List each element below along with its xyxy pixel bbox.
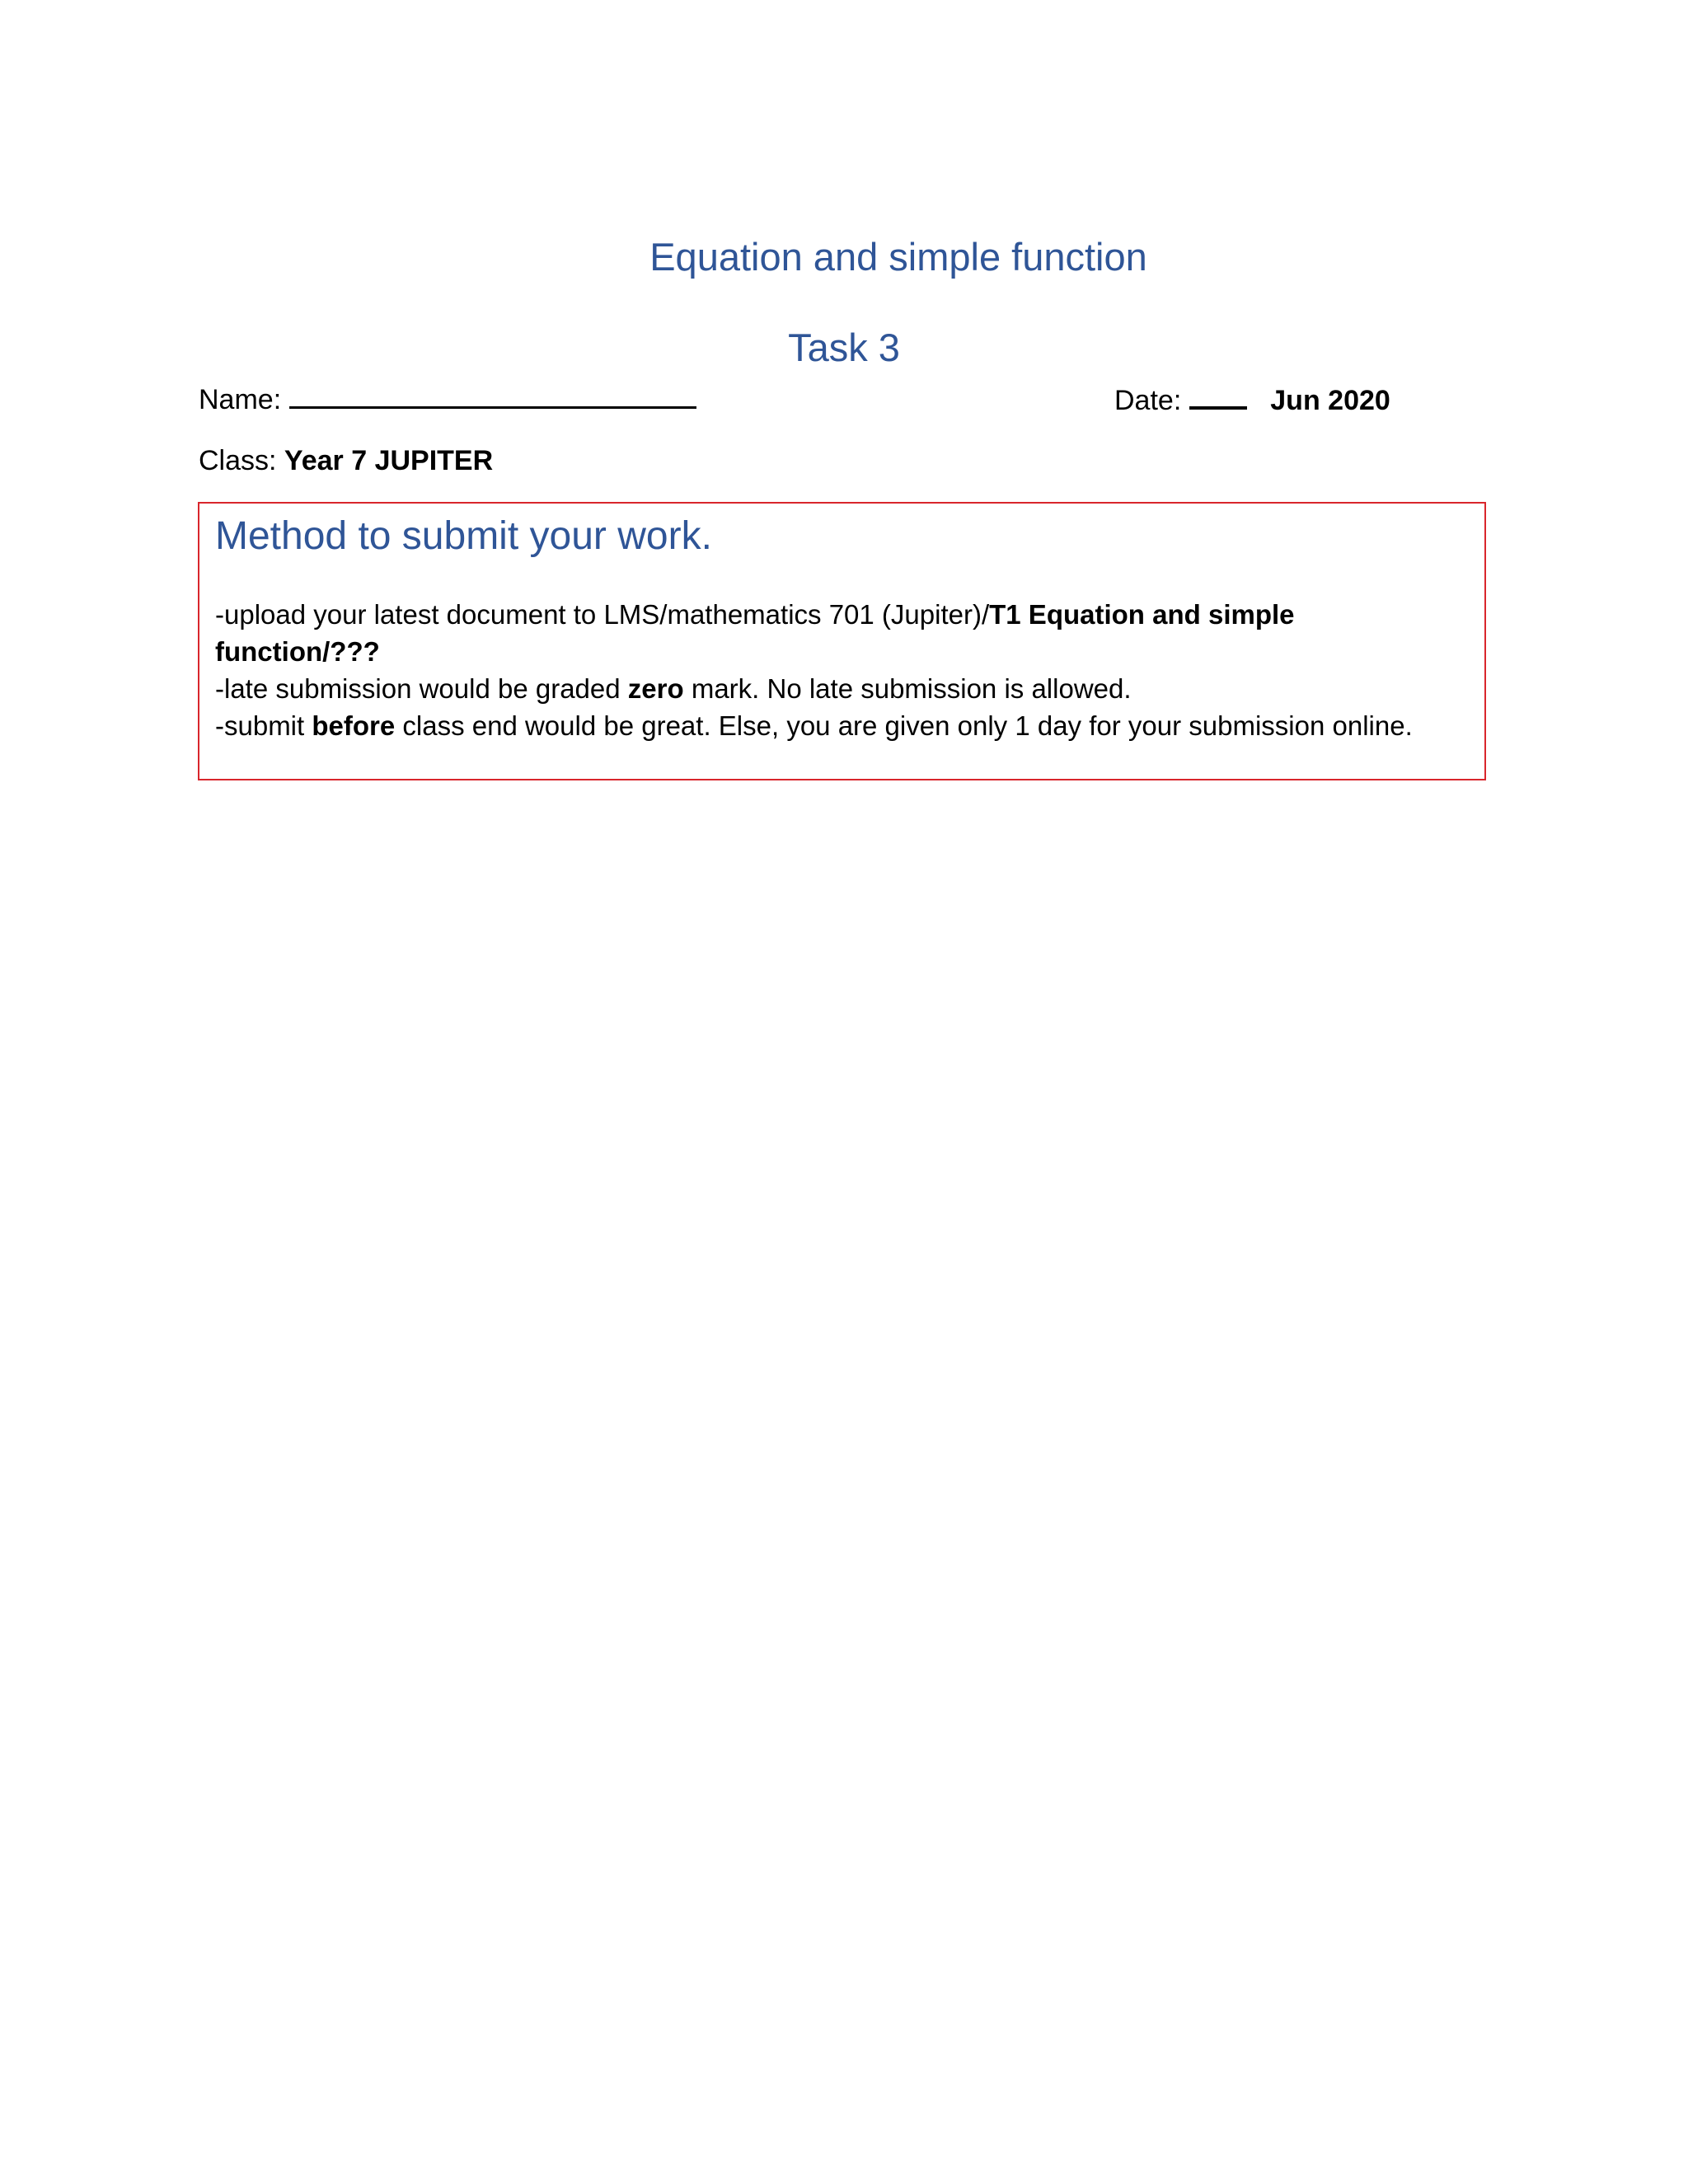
date-label: Date:: [1114, 385, 1182, 416]
late-rule-suffix: mark. No late submission is allowed.: [683, 673, 1132, 704]
document-title: Equation and simple function: [649, 235, 1147, 279]
late-rule-prefix: -late submission would be graded: [215, 673, 628, 704]
deadline-rule: [215, 707, 1468, 744]
name-blank-line: [289, 382, 696, 409]
deadline-rule-suffix: class end would be great. Else, you are given only 1 day for your submission online.: [395, 710, 1413, 741]
deadline-rule-prefix: -submit: [215, 710, 312, 741]
class-value: Year 7 JUPITER: [284, 445, 494, 476]
date-value: Jun 2020: [1270, 385, 1390, 416]
name-field: [199, 382, 696, 418]
submission-method-box: [198, 502, 1486, 780]
name-label: Name:: [199, 384, 282, 415]
date-field: [1114, 382, 1390, 419]
upload-instruction: [215, 596, 1468, 633]
class-field: [199, 443, 493, 479]
submission-instructions: [215, 596, 1468, 744]
late-submission-rule: [215, 670, 1468, 707]
deadline-rule-bold: before: [312, 710, 396, 741]
submission-heading: Method to submit your work.: [215, 514, 712, 558]
task-subtitle: Task 3: [788, 326, 900, 369]
upload-instruction-continued: [215, 633, 1468, 670]
class-label: Class:: [199, 445, 277, 476]
late-rule-bold: zero: [627, 673, 684, 704]
upload-path-bold-continued: function/???: [215, 636, 380, 667]
date-blank-line: [1189, 382, 1247, 410]
upload-instruction-text: -upload your latest document to LMS/mathematics 701 (Jupiter)/: [215, 599, 990, 630]
upload-path-bold: T1 Equation and simple: [989, 599, 1295, 630]
